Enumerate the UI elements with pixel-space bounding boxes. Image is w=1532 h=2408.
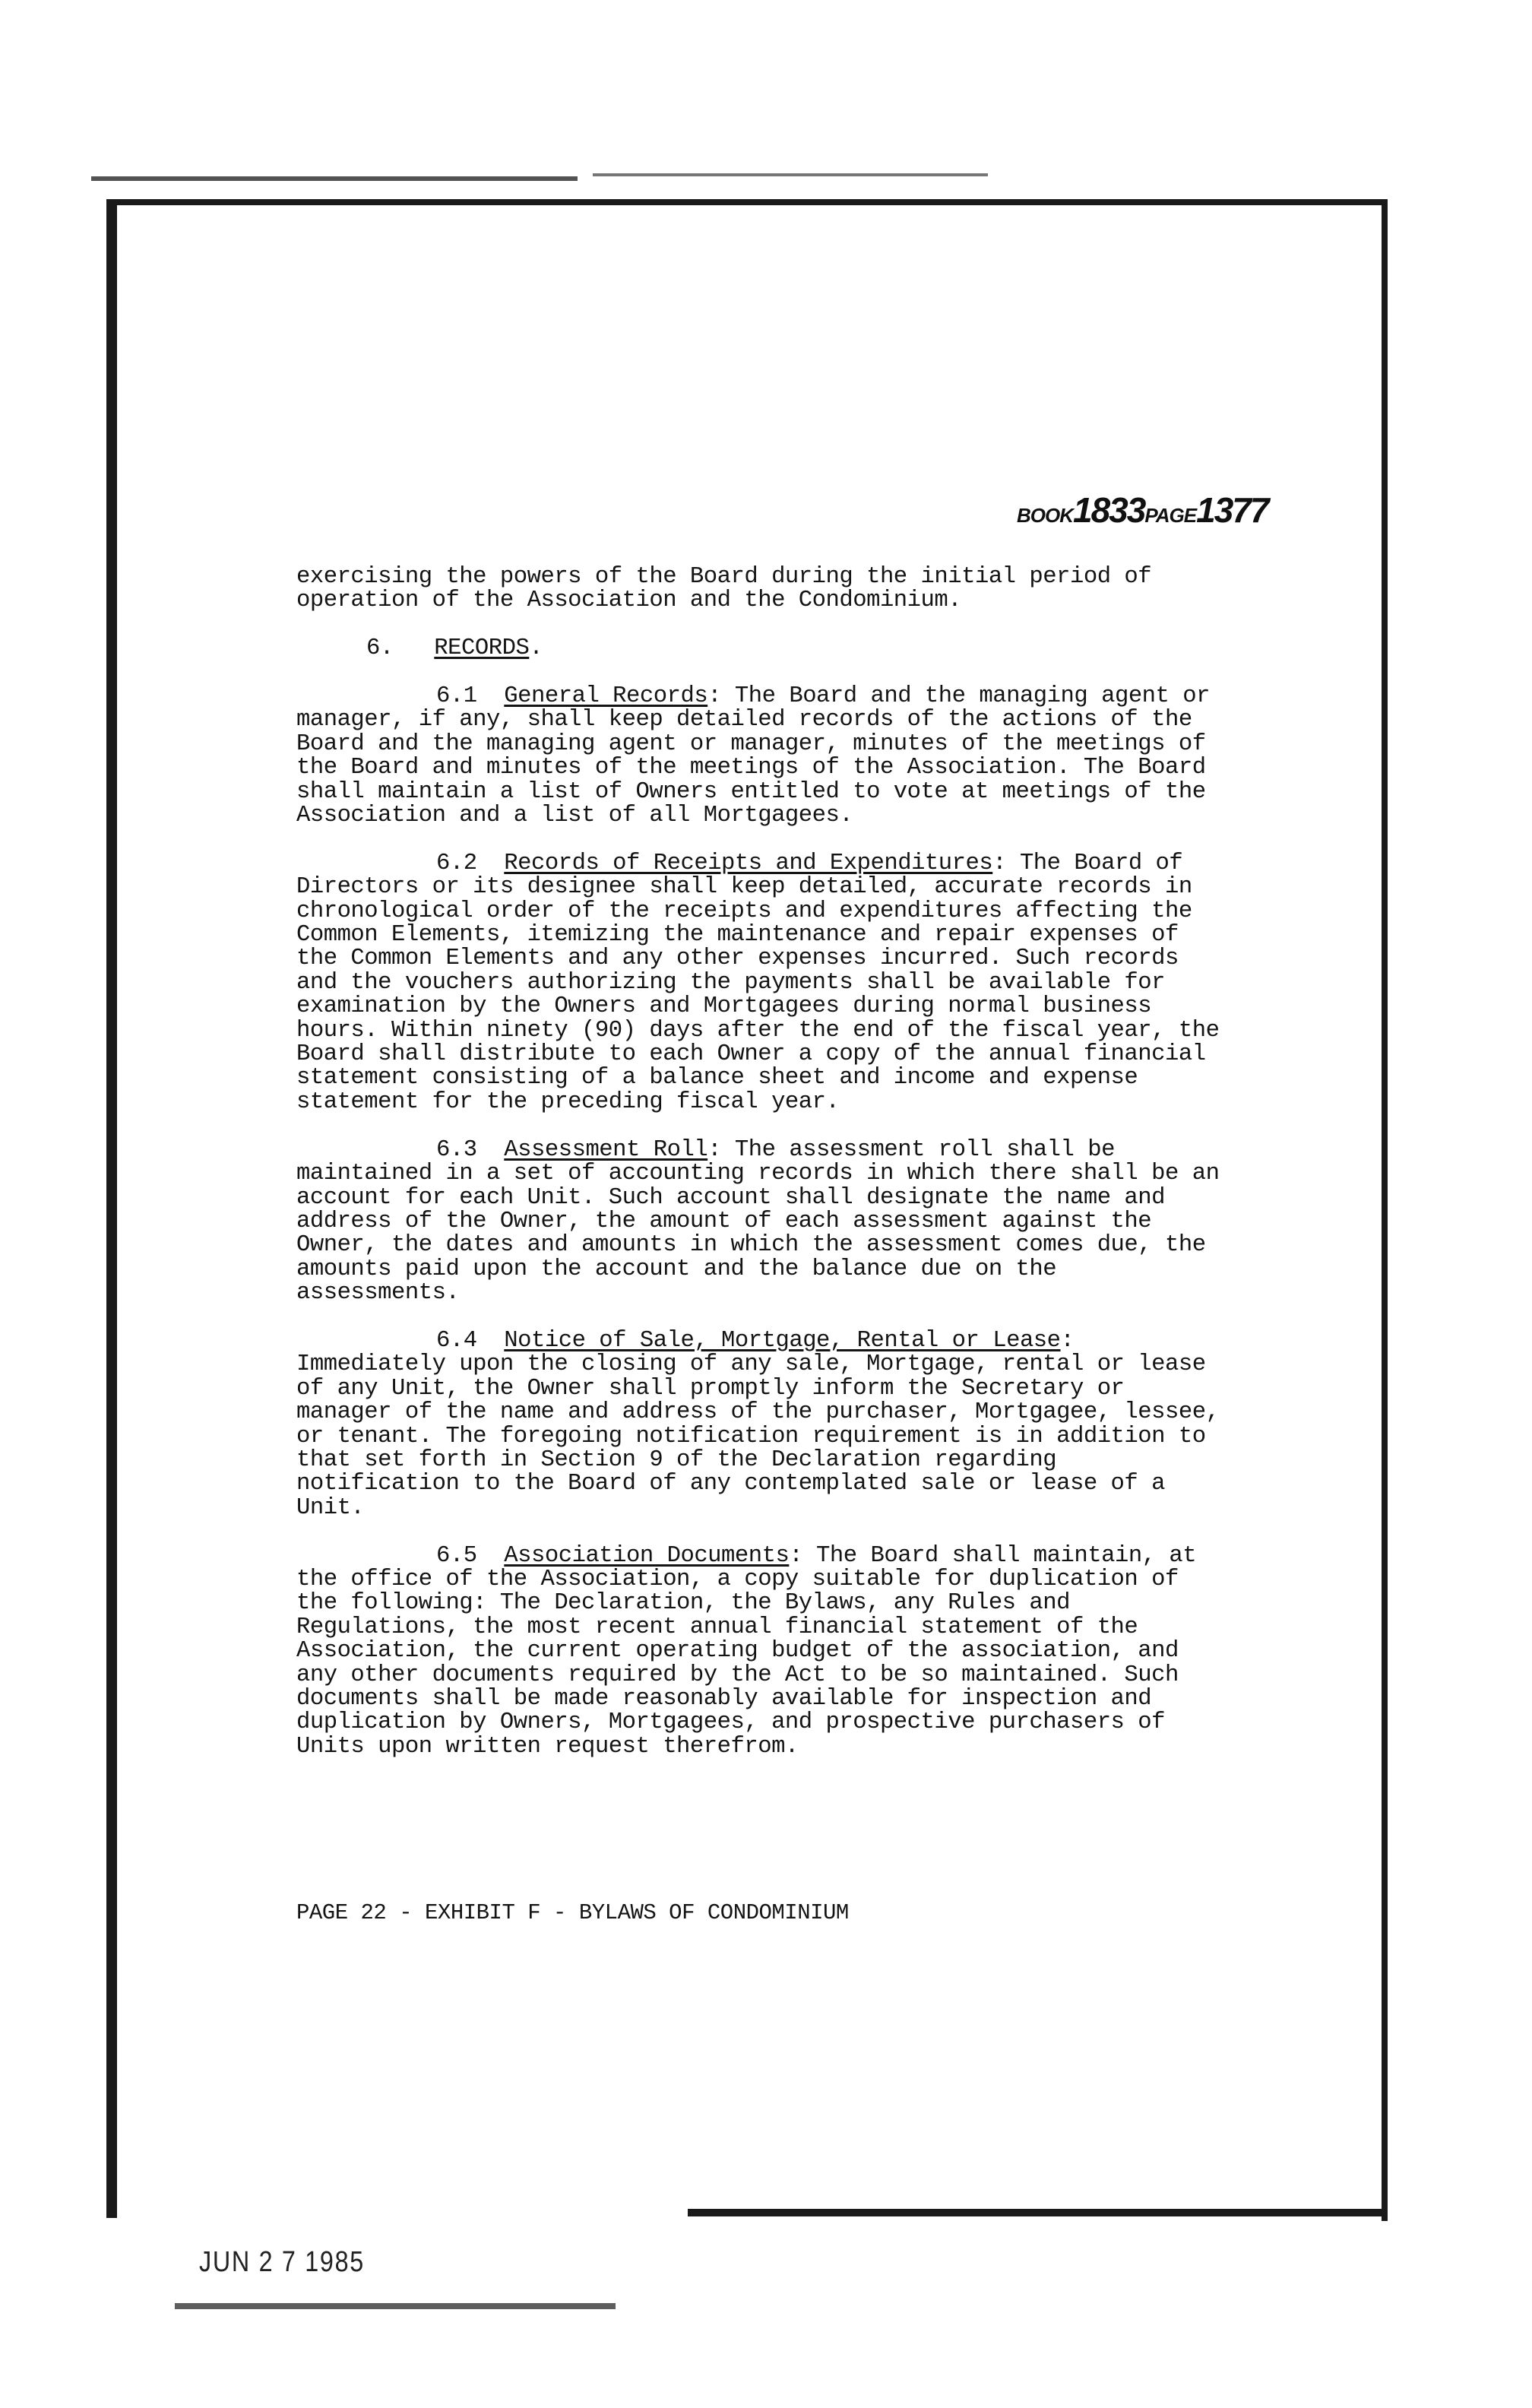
subsection-title: Notice of Sale, Mortgage, Rental or Lease xyxy=(504,1327,1061,1354)
page-frame-left xyxy=(106,204,117,2218)
page-number: 1377 xyxy=(1196,490,1268,530)
page-footer: PAGE 22 - EXHIBIT F - BYLAWS OF CONDOMINIUM xyxy=(296,1900,849,1925)
subsection-title: Association Documents xyxy=(504,1542,790,1569)
subsection-title: Records of Receipts and Expenditures xyxy=(504,850,993,876)
section-heading xyxy=(296,637,1231,661)
subsection-6-5 xyxy=(296,1542,1231,1760)
date-stamp: JUN 2 7 1985 xyxy=(199,2246,365,2278)
section-number: 6. xyxy=(366,635,394,662)
intro-paragraph: exercising the powers of the Board during the initial period of operation of the Association and the Condominium. xyxy=(296,564,1152,614)
section-title-suffix: . xyxy=(529,635,543,662)
subsection-title: Assessment Roll xyxy=(504,1136,708,1163)
document-body xyxy=(296,566,1231,1783)
subsection-number: 6.4 xyxy=(436,1327,477,1354)
scan-artifact-top-2 xyxy=(593,173,988,176)
section-title: RECORDS xyxy=(434,635,530,662)
page-frame-right xyxy=(1382,199,1388,2221)
subsection-number: 6.3 xyxy=(436,1136,477,1163)
subsection-body: : The Board and the managing agent or manager, if any, shall keep detailed records of the actions of the Board and the managing agent or manager, minutes of the meetings of the Board and minutes of the meetings of the Association. The Board shall maintain a list of Owners entitled to vote at meetings of the Association and a list of all Mortgagees. xyxy=(296,683,1210,829)
subsection-6-4 xyxy=(296,1329,1231,1520)
book-number: 1833 xyxy=(1073,490,1145,530)
subsection-number: 6.1 xyxy=(436,683,477,709)
book-page-stamp xyxy=(1017,490,1268,531)
subsection-6-1 xyxy=(296,685,1231,828)
subsection-body: : The assessment roll shall be maintained in a set of accounting records in which there shall be an account for each Unit. Such account shall designate the name and address of the Owner, the amount of each assessment against the Owner, the dates and amounts in which the assessment comes due, the amounts paid upon the account and the balance due on the assessments. xyxy=(296,1136,1220,1307)
subsection-6-2 xyxy=(296,852,1231,1114)
page-label: PAGE xyxy=(1144,504,1197,527)
subsection-6-3 xyxy=(296,1136,1231,1307)
scan-artifact-bottom xyxy=(175,2303,616,2309)
subsection-title: General Records xyxy=(504,683,708,709)
subsection-number: 6.5 xyxy=(436,1542,477,1569)
page-frame-bottom xyxy=(688,2209,1387,2216)
subsection-number: 6.2 xyxy=(436,850,477,876)
book-label: BOOK xyxy=(1017,504,1073,527)
subsection-body: : The Board of Directors or its designee shall keep detailed, accurate records in chronological order of the receipts and expenditures affecting the Common Elements, itemizing the maintenance and repair expenses of the Common Elements and any other expenses incurred. Such records and the vouchers authorizing the payments shall be available for examination by the Owners and Mortgagees during normal business hours. Within ninety (90) days after the end of the fiscal year, the Board shall distribute to each Owner a copy of the annual financial statement consisting of a balance sheet and income and expense statement for the preceding fiscal year. xyxy=(296,850,1220,1115)
subsection-body: : The Board shall maintain, at the office of the Association, a copy suitable for duplication of the following: The Declaration, the Bylaws, any Rules and Regulations, the most recent annual financial statement of the Association, the current operating budget of the association, and any other documents required by the Act to be so maintained. Such documents shall be made reasonably available for inspection and duplication by Owners, Mortgagees, and prospective purchasers of Units upon written request therefrom. xyxy=(296,1542,1197,1760)
page-frame-top xyxy=(106,199,1383,205)
scan-artifact-top xyxy=(91,176,578,181)
subsection-body: : Immediately upon the closing of any sale, Mortgage, rental or lease of any Unit, the Owner shall promptly inform the Secretary or manager of the name and address of the purchaser, Mortgagee, lessee, or tenant. The foregoing notification requirement is in addition to that set forth in Section 9 of the Declaration regarding notification to the Board of any contemplated sale or lease of a Unit. xyxy=(296,1327,1220,1521)
